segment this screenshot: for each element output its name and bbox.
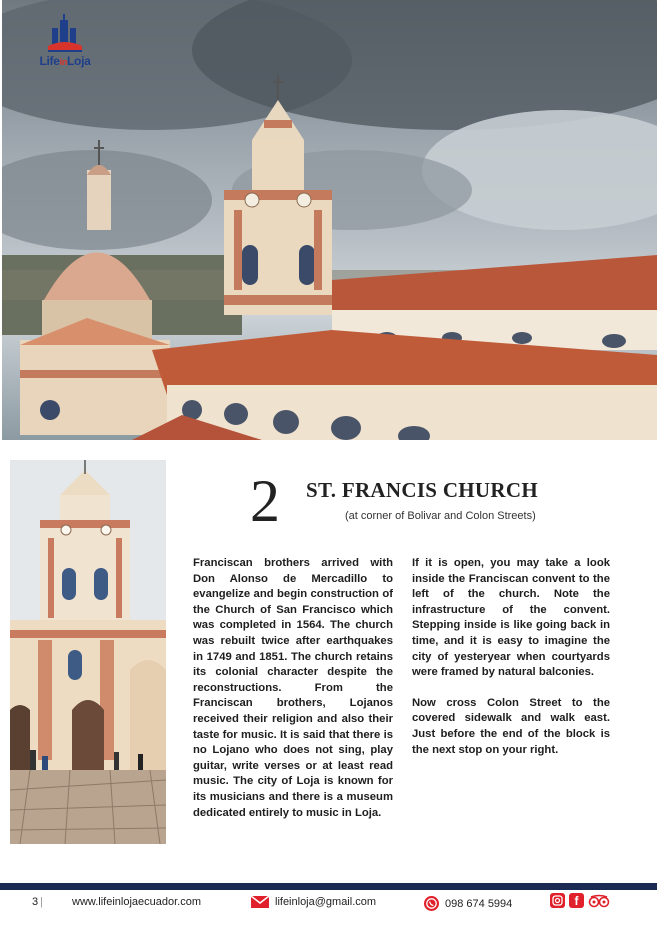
logo-wordmark: LifeinLoja bbox=[39, 54, 91, 68]
section-number: 2 bbox=[250, 468, 280, 534]
phone-link[interactable]: 098 674 5994 bbox=[424, 896, 512, 911]
website-link[interactable]: www.lifeinlojaecuador.com bbox=[72, 896, 202, 908]
section-title: ST. FRANCIS CHURCH bbox=[306, 478, 538, 502]
body-paragraph: Franciscan brothers arrived with Don Alonso de Mercadillo to evangelize and begin construction of the Church of San Francisco which was completed in 1564. The church was rebuilt twice after earthquakes in 1749 and 1851. The church retains its colonial character despite the reconstructions. From the Franciscan brothers, Lojanos received their religion and also their taste for music. It is said that there is no Lojano who does not sing, play guitar, write verses or at least read music. The city of Loja is known for its musicians and there is a museum dedicated entirely to music in Loja. bbox=[193, 557, 393, 819]
body-column-left bbox=[193, 556, 393, 836]
footer-bar bbox=[0, 883, 657, 890]
email-link[interactable]: lifeinloja@gmail.com bbox=[251, 896, 376, 908]
logo-church-icon bbox=[30, 14, 100, 54]
page-number: 3 | bbox=[32, 896, 43, 908]
whatsapp-icon bbox=[424, 896, 439, 911]
footer bbox=[0, 893, 657, 915]
hero-photo-church bbox=[2, 0, 657, 440]
instagram-icon[interactable] bbox=[550, 893, 565, 908]
section-subtitle: (at corner of Bolivar and Colon Streets) bbox=[345, 510, 536, 522]
mail-icon bbox=[251, 896, 269, 908]
body-paragraph: If it is open, you may take a look inside the Franciscan convent to the left of the church. Note the infrastructure of the convent. Stepping inside is like going back in time, and it is easy to imagine the city of yesteryear when courtyards were framed by natural balconies. bbox=[412, 557, 610, 679]
body-paragraph: Now cross Colon Street to the covered sidewalk and walk east. Just before the end of the block is the next stop on your right. bbox=[412, 696, 610, 756]
social-links bbox=[550, 893, 614, 908]
facebook-icon[interactable]: f bbox=[569, 893, 584, 908]
side-photo-bell-tower bbox=[10, 460, 166, 844]
life-in-loja-logo[interactable] bbox=[30, 14, 100, 74]
tripadvisor-icon[interactable] bbox=[588, 893, 610, 908]
body-column-right bbox=[412, 556, 610, 773]
